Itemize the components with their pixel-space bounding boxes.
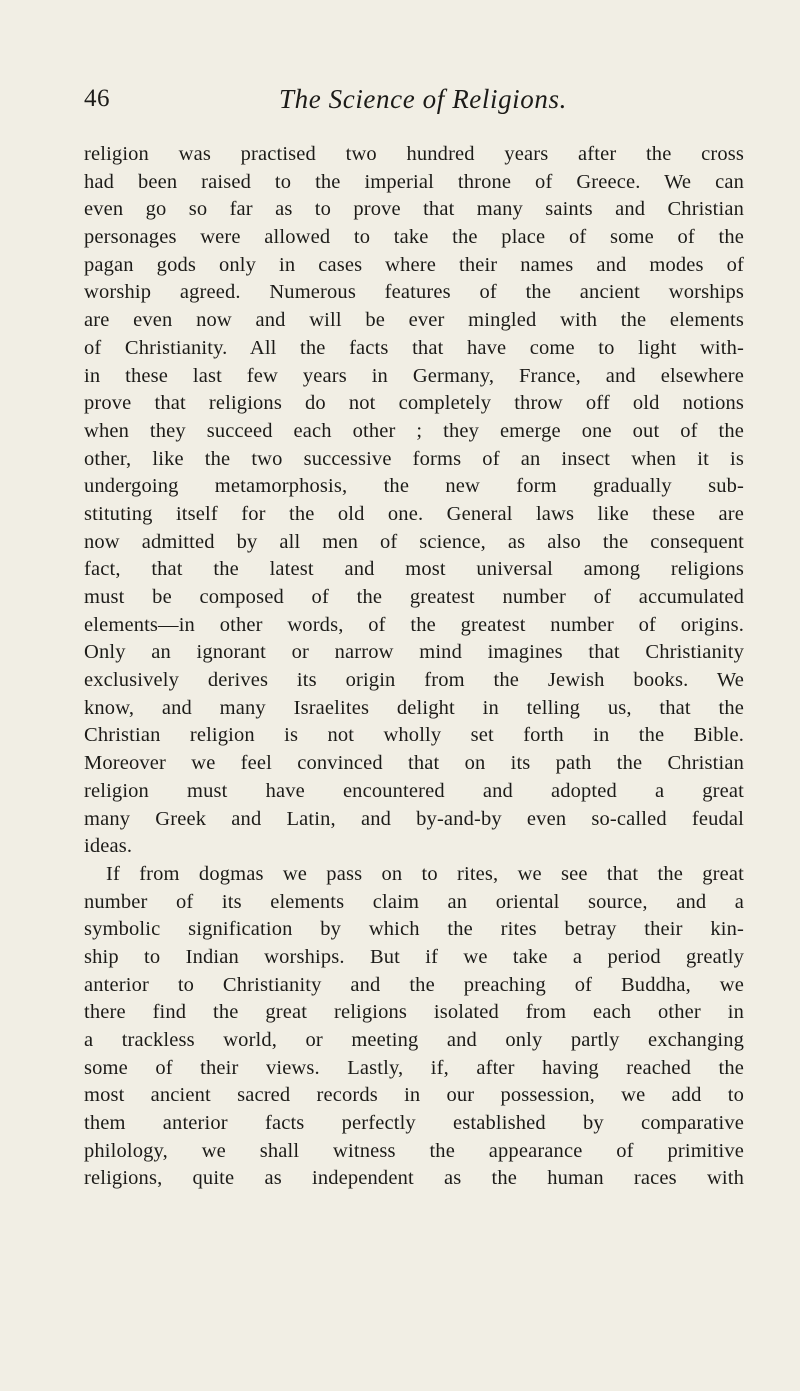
- paragraph-2: [84, 861, 744, 1193]
- text-line: even go so far as to prove that many saints and Christian: [84, 198, 744, 221]
- text-line: religion must have encountered and adopted a great: [84, 779, 744, 802]
- text-line: are even now and will be ever mingled with the elements: [84, 309, 744, 332]
- text-line: If from dogmas we pass on to rites, we see that the great: [106, 862, 744, 885]
- text-line: must be composed of the greatest number of accumulated: [84, 586, 744, 608]
- text-line: philology, we shall witness the appearance of primitive: [84, 1139, 744, 1162]
- text-line: number of its elements claim an oriental source, and a: [84, 890, 744, 913]
- text-line: know, and many Israelites delight in telling us, that the: [84, 696, 744, 719]
- body-text: [84, 141, 744, 1193]
- text-line: there find the great religions isolated from each other in: [84, 1001, 744, 1024]
- text-line: Christian religion is not wholly set forth in the Bible.: [84, 724, 744, 747]
- text-line: Moreover we feel convinced that on its path the Christian: [84, 752, 744, 775]
- text-line: of Christianity. All the facts that have come to light with-: [84, 336, 744, 359]
- text-line: undergoing metamorphosis, the new form gradually sub-: [84, 475, 744, 498]
- text-line: now admitted by all men of science, as also the consequent: [84, 530, 744, 553]
- text-line: Only an ignorant or narrow mind imagines that Christianity: [84, 641, 744, 664]
- running-title: The Science of Religions.: [279, 84, 567, 114]
- text-line: ship to Indian worships. But if we take a period greatly: [84, 945, 744, 968]
- text-line: religions, quite as independent as the human races with: [84, 1167, 744, 1190]
- text-line: most ancient sacred records in our possession, we add to: [84, 1084, 744, 1107]
- text-line: worship agreed. Numerous features of the ancient worships: [84, 281, 744, 304]
- text-line: when they succeed each other ; they emerge one out of the: [84, 419, 744, 442]
- text-line: other, like the two successive forms of an insect when it is: [84, 447, 744, 470]
- paragraph-1: [84, 141, 744, 861]
- text-line: stituting itself for the old one. General laws like these are: [84, 502, 744, 525]
- text-line: a trackless world, or meeting and only partly exchanging: [84, 1029, 744, 1051]
- text-line: personages were allowed to take the place of some of the: [84, 226, 744, 249]
- text-line: pagan gods only in cases where their names and modes of: [84, 253, 744, 276]
- text-line: some of their views. Lastly, if, after having reached the: [84, 1056, 744, 1079]
- text-line: ideas.: [84, 835, 133, 858]
- running-head: [84, 82, 724, 116]
- text-line: anterior to Christianity and the preaching of Buddha, we: [84, 973, 744, 996]
- text-line: elements—in other words, of the greatest number of origins.: [84, 613, 744, 636]
- text-line: fact, that the latest and most universal among religions: [84, 558, 744, 581]
- text-line: exclusively derives its origin from the Jewish books. We: [84, 669, 744, 692]
- text-line: prove that religions do not completely throw off old notions: [84, 392, 744, 415]
- text-line: had been raised to the imperial throne of Greece. We can: [84, 170, 744, 193]
- text-line: symbolic signification by which the rites betray their kin-: [84, 918, 744, 941]
- page-number: 46: [84, 85, 110, 112]
- text-line: in these last few years in Germany, France, and elsewhere: [84, 364, 744, 387]
- text-line: many Greek and Latin, and by-and-by even so-called feudal: [84, 807, 744, 830]
- text-line: them anterior facts perfectly established by comparative: [84, 1112, 744, 1135]
- text-line: religion was practised two hundred years after the cross: [84, 143, 744, 165]
